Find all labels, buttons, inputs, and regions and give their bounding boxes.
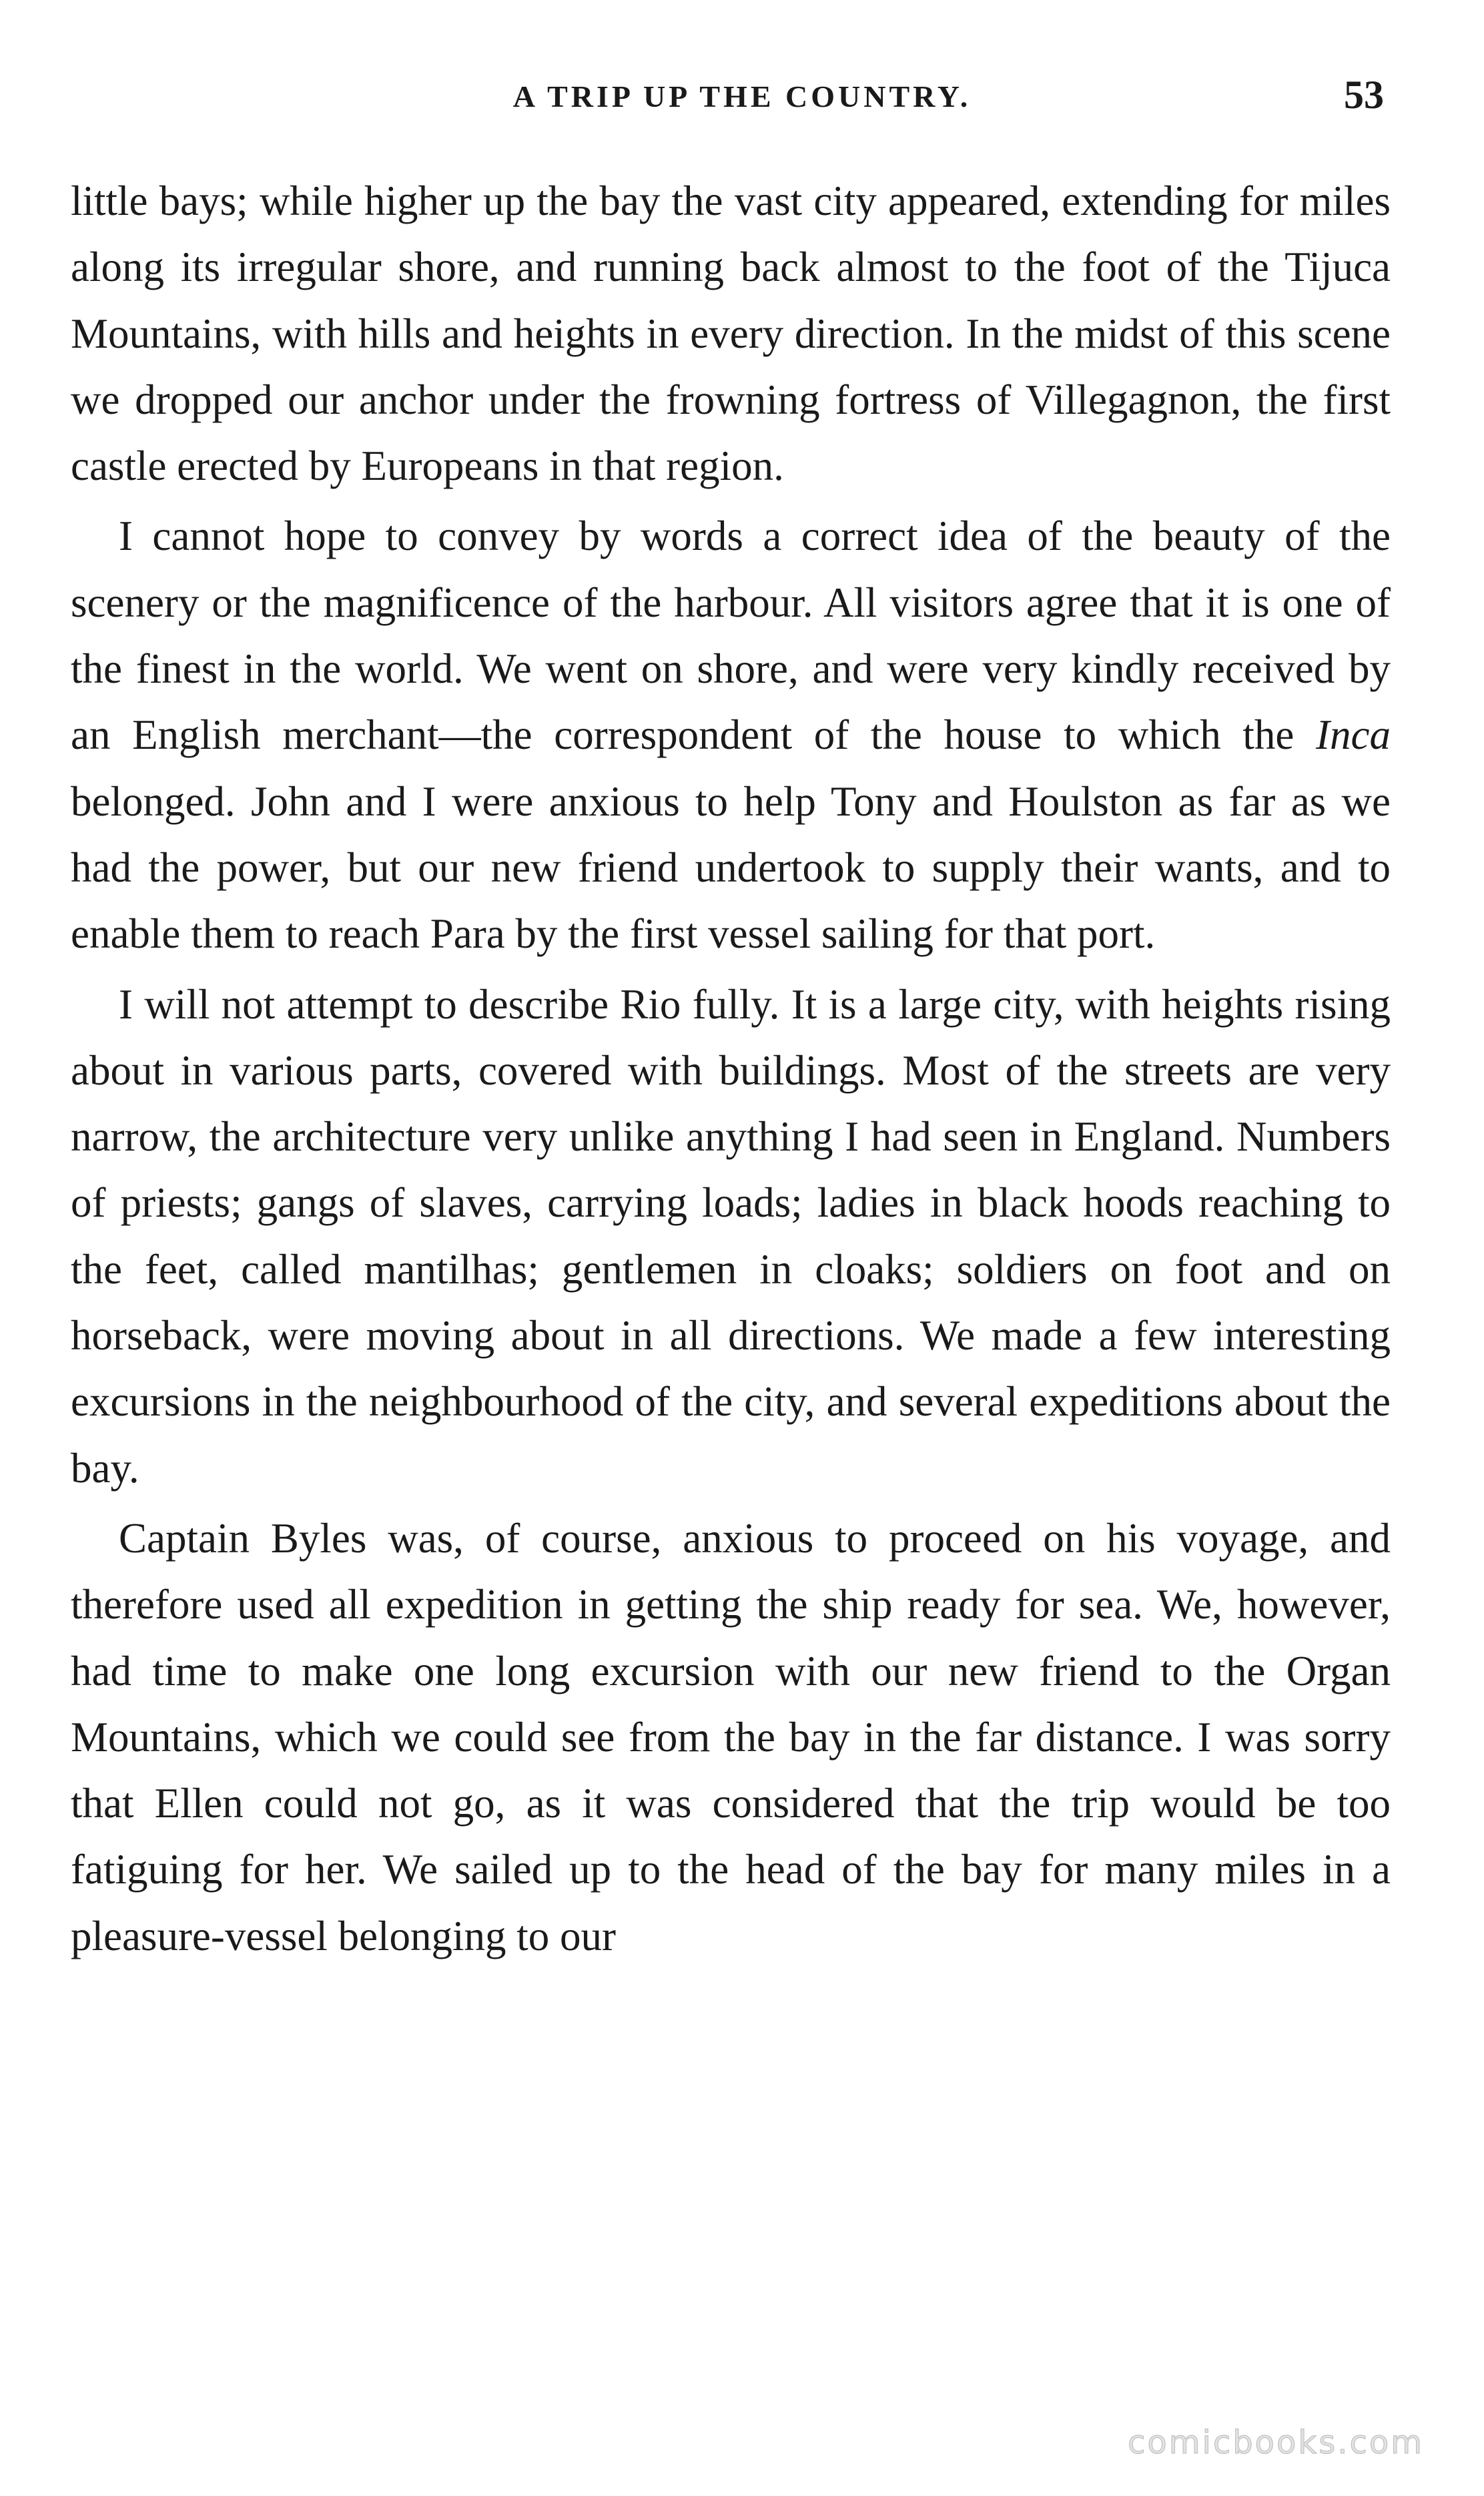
running-title: A TRIP UP THE COUNTRY.	[512, 79, 972, 113]
page-number: 53	[1344, 73, 1384, 117]
paragraph-2	[71, 503, 1391, 967]
ship-name-italic: Inca	[1316, 711, 1391, 759]
body-text	[71, 168, 1391, 1969]
paragraph-text: little bays; while higher up the bay the vast city appeared, extending for miles along its irregular shore, and running back almost to the foot of the Tijuca Mountains, with hills and heights in every direction. In the midst of this scene we dropped our anchor under the frowning fortress of Villegagnon, the first castle erected by Europeans in that region.	[71, 178, 1391, 490]
paragraph-1	[71, 168, 1391, 499]
paragraph-4	[71, 1506, 1391, 1969]
watermark-text: comicbooks.com	[1127, 2424, 1424, 2461]
paragraph-text: belonged. John and I were anxious to help Tony and Houlston as far as we had the power, but our new friend undertook to supply their wants, and to enable them to reach Para by the first vessel sailing for that port.	[71, 777, 1391, 958]
paragraph-text: Captain Byles was, of course, anxious to proceed on his voyage, and therefore used all expedition in getting the ship ready for sea. We, however, had time to make one long excursion with our new friend to the Organ Mountains, which we could see from the bay in the far distance. I was sorry that Ellen could not go, as it was considered that the trip would be too fatiguing for her. We sailed up to the head of the bay for many miles in a pleasure-vessel belonging to our	[71, 1514, 1391, 1959]
paragraph-3	[71, 972, 1391, 1502]
paragraph-text: I will not attempt to describe Rio fully. It is a large city, with heights rising about in various parts, covered with buildings. Most of the streets are very narrow, the architecture very unlike anything I had seen in England. Numbers of priests; gangs of slaves, carrying loads; ladies in black hoods reaching to the feet, called mantilhas; gentlemen in cloaks; soldiers on foot and on horseback, were moving about in all directions. We made a few interesting excursions in the neighbourhood of the city, and several expeditions about the bay.	[71, 980, 1391, 1492]
paragraph-text: I cannot hope to convey by words a correct idea of the beauty of the scenery or the magnificence of the harbour. All visitors agree that it is one of the finest in the world. We went on shore, and were very kindly received by an English merchant—the correspondent of the house to which the	[71, 513, 1391, 759]
